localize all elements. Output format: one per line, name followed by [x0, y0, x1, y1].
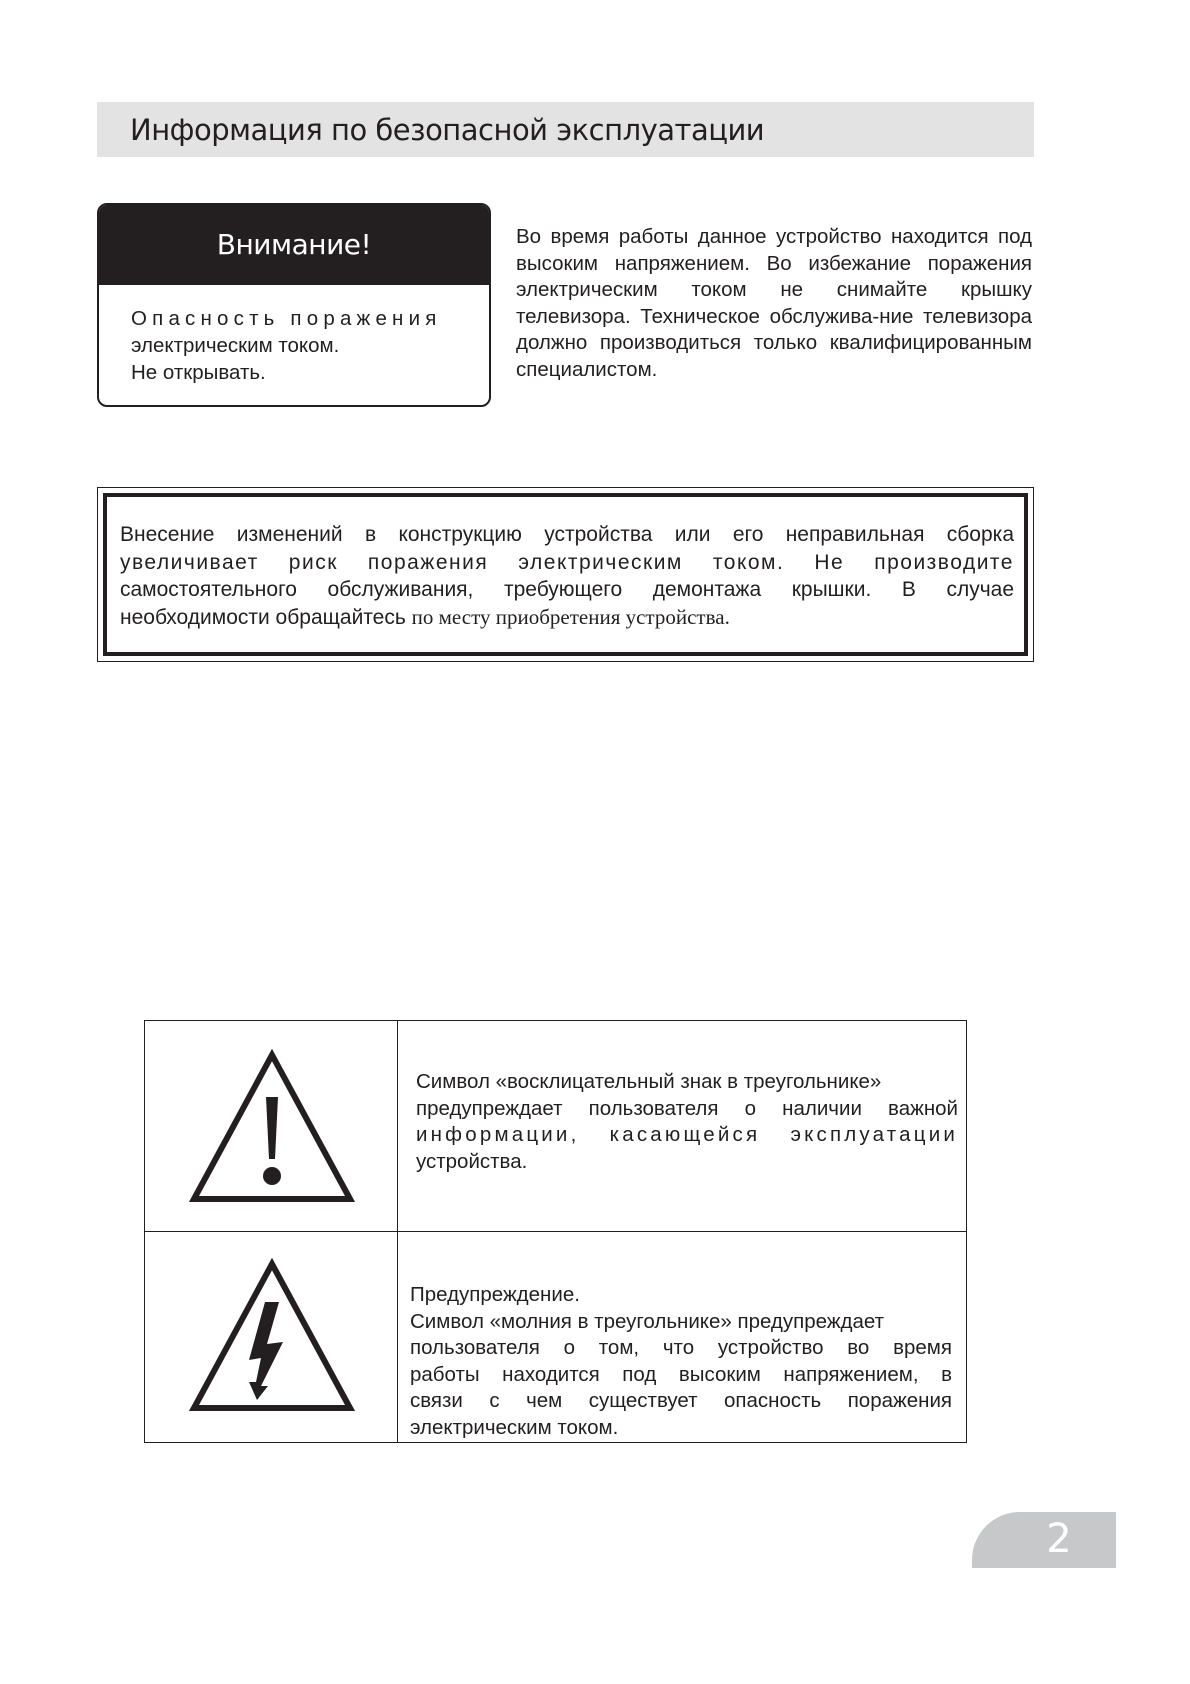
symbol-text-cell [398, 1232, 967, 1443]
notice-line: самостоятельного обслуживания, требующего демонтажа крышки. В случае [120, 578, 1014, 601]
symbol-icon-cell [145, 1021, 398, 1232]
symbol-text-cell [398, 1021, 967, 1232]
symbol-line: связи с чем существует опасность поражения [410, 1389, 952, 1412]
page-title: Информация по безопасной эксплуатации [130, 113, 765, 147]
symbol-line: Символ «восклицательный знак в треугольнике» [416, 1070, 882, 1093]
notice-line: увеличивает риск поражения электрическим током. Не производите [120, 550, 1014, 574]
warning-box [97, 203, 491, 407]
symbol-description [416, 1069, 958, 1175]
warning-line: Не открывать. [131, 361, 266, 384]
lightning-triangle-icon [189, 1258, 355, 1414]
warning-heading: Внимание! [99, 205, 489, 285]
symbol-line: электрическим током. [410, 1415, 619, 1439]
symbol-line: устройства. [416, 1149, 528, 1173]
page-number: 2 [1046, 1516, 1072, 1562]
table-row [145, 1232, 967, 1443]
symbols-table [144, 1020, 967, 1443]
page-number-tab [972, 1512, 1116, 1568]
exclamation-triangle-icon [189, 1049, 355, 1205]
warning-text [131, 305, 477, 386]
symbol-line: работы находится под высоким напряжением, в [410, 1362, 952, 1386]
notice-text [120, 521, 1014, 631]
symbol-line: Символ «молния в треугольнике» предупреждает [410, 1309, 885, 1333]
symbol-line: пользователя о том, что устройство во время [410, 1336, 952, 1359]
notice-line-part: необходимости обращайтесь [120, 605, 406, 629]
notice-line-last [120, 604, 1014, 632]
symbol-line: информации, касающейся эксплуатации [416, 1123, 958, 1146]
symbol-icon-cell [145, 1232, 398, 1443]
notice-frame [103, 493, 1028, 656]
symbol-description [410, 1282, 952, 1441]
symbol-heading: Предупреждение. [410, 1283, 580, 1306]
notice-line: Внесение изменений в конструкцию устройства или его неправильная сборка [120, 523, 1014, 546]
table-row [145, 1021, 967, 1232]
warning-line: электрическим током. [131, 334, 340, 357]
symbol-line: предупреждает пользователя о наличии важной [416, 1096, 958, 1120]
warning-line: Опасность поражения [131, 307, 442, 330]
notice-box [97, 487, 1034, 662]
section-header [97, 102, 1034, 157]
intro-paragraph: Во время работы данное устройство находится под высоким напряжением. Во избежание поражения электрическим током не снимайте крышку телевизора. Техническое обслужива-ние телевизора должно производиться только квалифицированным специалистом. [516, 225, 1032, 381]
notice-line-serif-part: по месту приобретения устройства. [411, 604, 730, 629]
